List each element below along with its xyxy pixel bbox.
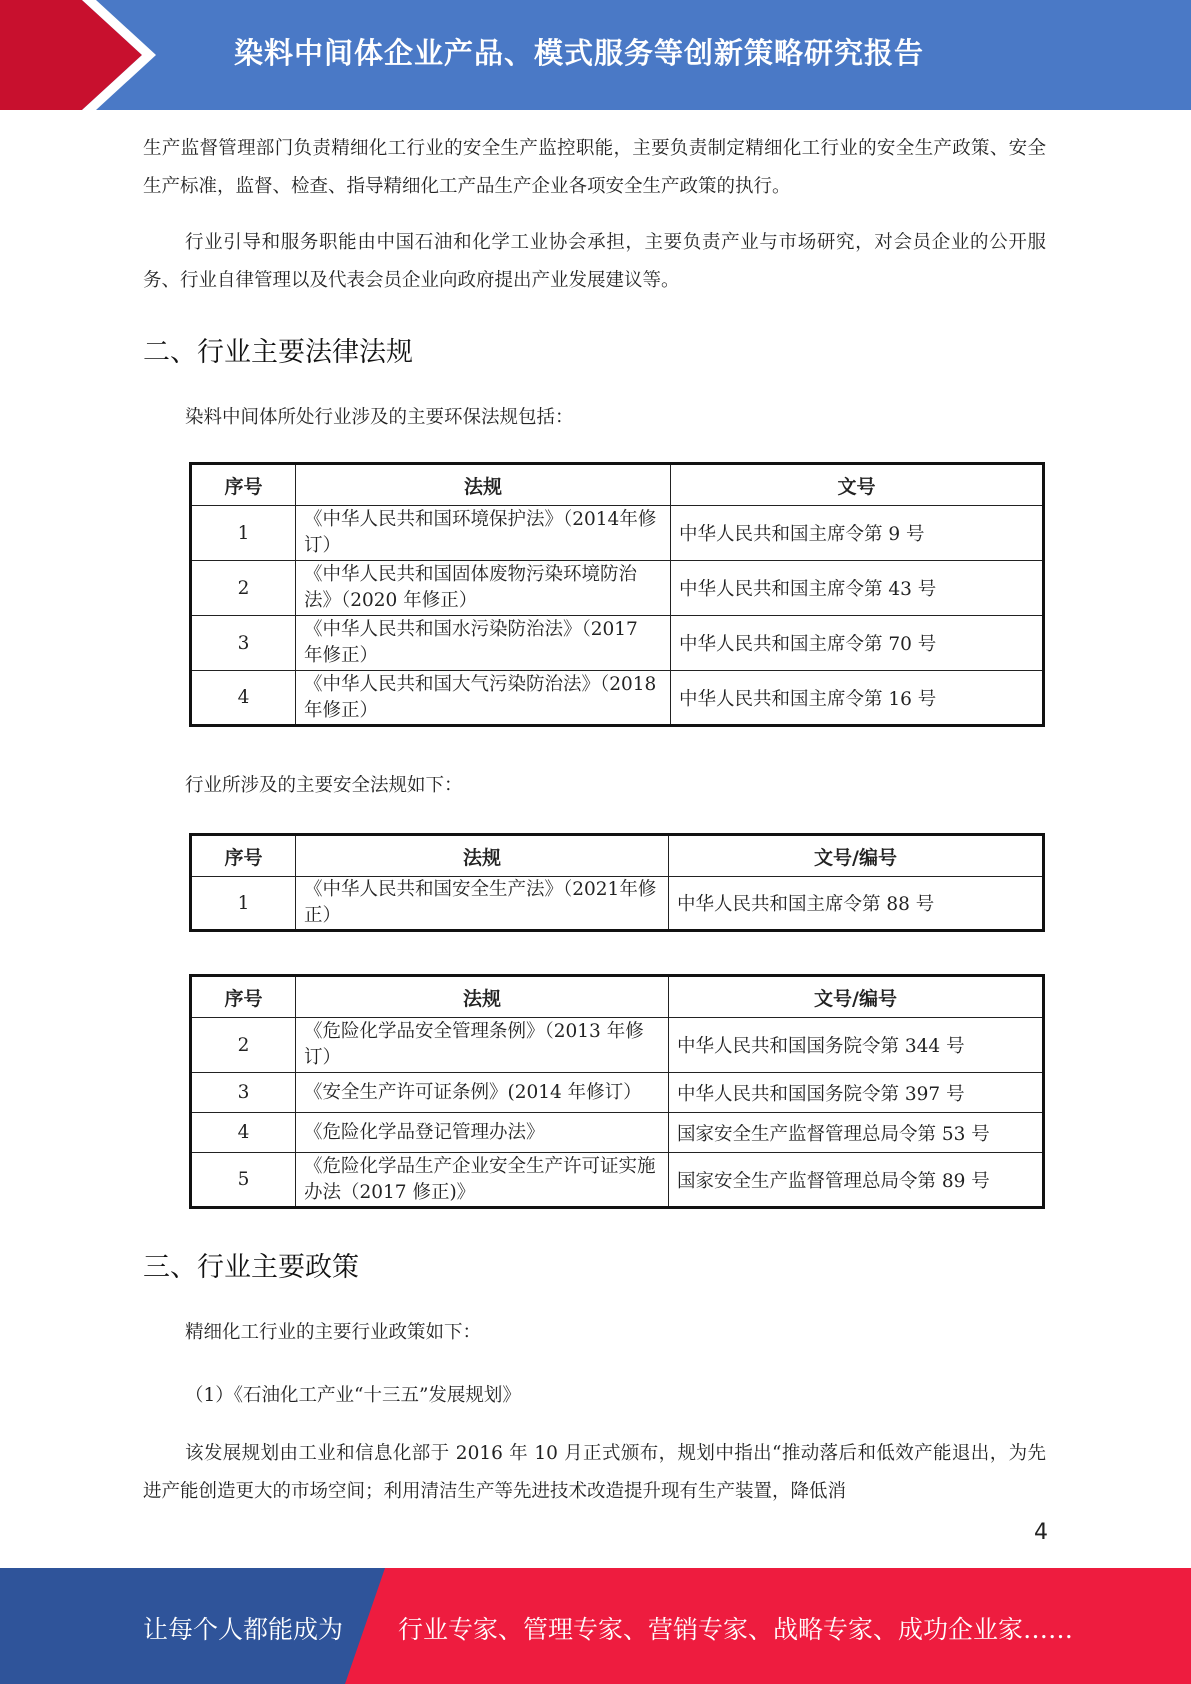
column-header-doc-no: 文号/编号 [669,835,1044,877]
policy-item-1-title: （1）《石油化工产业“十三五”发展规划》 [185,1385,521,1406]
table-row [191,671,1044,726]
safety-laws-table-1 [189,833,1045,932]
policies-intro: 精细化工行业的主要行业政策如下： [185,1322,482,1343]
table-row [191,561,1044,616]
column-header-index: 序号 [191,835,296,877]
cell-doc-no: 中华人民共和国主席令第 9 号 [671,506,1044,561]
table-row [191,877,1044,931]
footer-slogan-right: 行业专家、管理专家、营销专家、战略专家、成功企业家…… [398,1615,1074,1644]
section-heading-policies: 三、行业主要政策 [143,1252,359,1283]
cell-doc-no: 中华人民共和国主席令第 88 号 [669,877,1044,931]
cell-law: 《中华人民共和国安全生产法》（2021年修正） [296,877,669,931]
cell-index: 5 [191,1153,296,1208]
cell-doc-no: 中华人民共和国国务院令第 344 号 [669,1018,1044,1073]
column-header-doc-no: 文号/编号 [669,976,1044,1018]
cell-law: 《中华人民共和国环境保护法》（2014年修订） [296,506,671,561]
cell-index: 1 [191,877,296,931]
cell-law: 《中华人民共和国固体废物污染环境防治法》（2020 年修正） [296,561,671,616]
env-laws-intro: 染料中间体所处行业涉及的主要环保法规包括： [185,407,574,428]
paragraph-safety-supervision: 生产监督管理部门负责精细化工行业的安全生产监控职能，主要负责制定精细化工行业的安全生产政策、安全生产标准，监督、检查、指导精细化工产品生产企业各项安全生产政策的执行。 [143,138,1046,197]
table-header-row [191,835,1044,877]
cell-index: 4 [191,671,296,726]
table-row [191,1018,1044,1073]
column-header-index: 序号 [191,464,296,506]
report-header-banner [0,0,1191,110]
cell-index: 2 [191,561,296,616]
cell-law: 《安全生产许可证条例》(2014 年修订） [296,1073,669,1113]
footer-slogan-left: 让每个人都能成为 [143,1615,344,1644]
table-header-row [191,976,1044,1018]
cell-law: 《危险化学品安全管理条例》（2013 年修订） [296,1018,669,1073]
cell-index: 3 [191,1073,296,1113]
safety-laws-intro: 行业所涉及的主要安全法规如下： [185,775,463,796]
column-header-law: 法规 [296,464,671,506]
table-row [191,1153,1044,1208]
cell-law: 《中华人民共和国大气污染防治法》（2018 年修正） [296,671,671,726]
intro-paragraphs [143,130,1046,300]
header-red-arrow-shape [0,0,160,110]
report-title: 染料中间体企业产品、模式服务等创新策略研究报告 [234,36,925,70]
column-header-law: 法规 [296,976,669,1018]
cell-law: 《中华人民共和国水污染防治法》（2017 年修正） [296,616,671,671]
table-header-row [191,464,1044,506]
cell-index: 4 [191,1113,296,1153]
report-footer-banner [0,1568,1191,1684]
column-header-index: 序号 [191,976,296,1018]
column-header-law: 法规 [296,835,669,877]
table-row [191,616,1044,671]
cell-doc-no: 中华人民共和国国务院令第 397 号 [669,1073,1044,1113]
safety-laws-table-2 [189,974,1045,1209]
cell-index: 1 [191,506,296,561]
cell-doc-no: 国家安全生产监督管理总局令第 89 号 [669,1153,1044,1208]
cell-doc-no: 中华人民共和国主席令第 43 号 [671,561,1044,616]
cell-doc-no: 国家安全生产监督管理总局令第 53 号 [669,1113,1044,1153]
cell-doc-no: 中华人民共和国主席令第 70 号 [671,616,1044,671]
page-number: 4 [1034,1520,1048,1545]
paragraph-industry-association: 行业引导和服务职能由中国石油和化学工业协会承担，主要负责产业与市场研究，对会员企业的公开服务、行业自律管理以及代表会员企业向政府提出产业发展建议等。 [143,232,1046,291]
cell-law: 《危险化学品生产企业安全生产许可证实施办法（2017 修正)》 [296,1153,669,1208]
cell-index: 2 [191,1018,296,1073]
cell-doc-no: 中华人民共和国主席令第 16 号 [671,671,1044,726]
table-row [191,1113,1044,1153]
table-row [191,1073,1044,1113]
column-header-doc-no: 文号 [671,464,1044,506]
cell-law: 《危险化学品登记管理办法》 [296,1113,669,1153]
policy-item-1-body [143,1435,1046,1511]
section-heading-laws: 二、行业主要法律法规 [143,337,413,368]
cell-index: 3 [191,616,296,671]
table-row [191,506,1044,561]
env-laws-table [189,462,1045,727]
policy-item-1-text: 该发展规划由工业和信息化部于 2016 年 10 月正式颁布，规划中指出“推动落后和低效产能退出，为先进产能创造更大的市场空间；利用清洁生产等先进技术改造提升现有生产装置，降低消 [143,1443,1046,1502]
